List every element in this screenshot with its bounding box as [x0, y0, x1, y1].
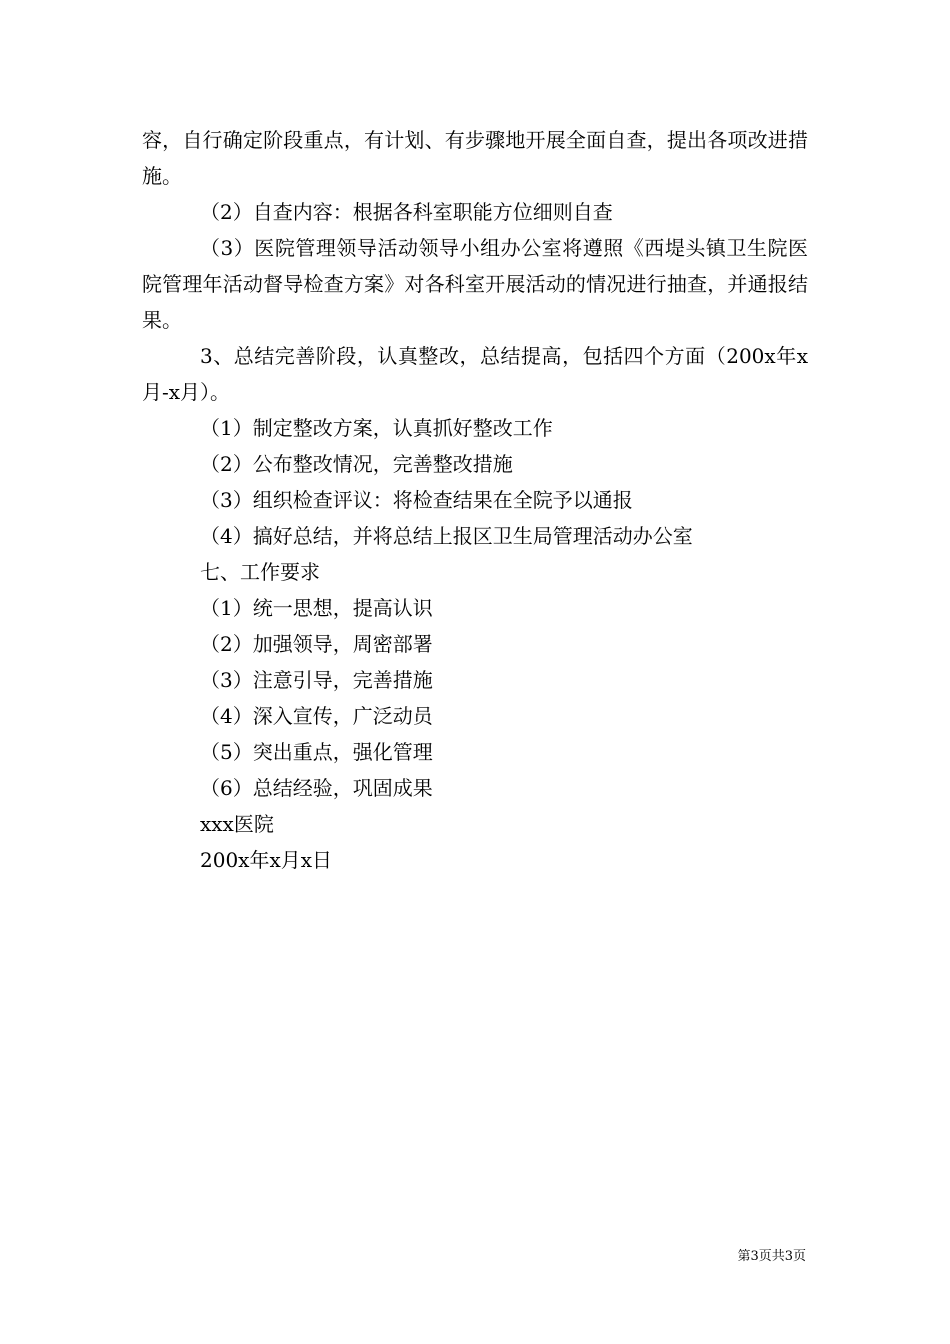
requirement-item: （1）统一思想，提高认识 — [200, 596, 433, 620]
requirement-item: （6）总结经验，巩固成果 — [200, 776, 433, 800]
requirement-item: （3）注意引导，完善措施 — [200, 668, 433, 692]
stage3-heading: 3、总结完善阶段，认真整改，总结提高，包括四个方面（200x年x月-x月）。 — [142, 344, 808, 404]
stage3-item: （2）公布整改情况，完善整改措施 — [200, 452, 513, 476]
document-date: 200x年x月x日 — [200, 848, 333, 872]
document-body — [142, 122, 808, 878]
signature: xxx医院 — [200, 812, 274, 836]
stage3-item: （4）搞好总结，并将总结上报区卫生局管理活动办公室 — [200, 524, 693, 548]
section7-heading: 七、工作要求 — [200, 560, 320, 584]
paragraph-continuation: 容，自行确定阶段重点，有计划、有步骤地开展全面自查，提出各项改进措施。 — [142, 128, 808, 188]
requirement-item: （2）加强领导，周密部署 — [200, 632, 433, 656]
office-inspection-item: （3）医院管理领导活动领导小组办公室将遵照《西堤头镇卫生院医院管理年活动督导检查方案》对各科室开展活动的情况进行抽查，并通报结果。 — [142, 236, 808, 332]
stage3-item: （1）制定整改方案，认真抓好整改工作 — [200, 416, 553, 440]
requirement-item: （4）深入宣传，广泛动员 — [200, 704, 433, 728]
self-check-content-item: （2）自查内容：根据各科室职能方位细则自查 — [200, 200, 613, 224]
page-number: 第3页共3页 — [737, 1249, 806, 1264]
requirement-item: （5）突出重点，强化管理 — [200, 740, 433, 764]
stage3-item: （3）组织检查评议：将检查结果在全院予以通报 — [200, 488, 633, 512]
